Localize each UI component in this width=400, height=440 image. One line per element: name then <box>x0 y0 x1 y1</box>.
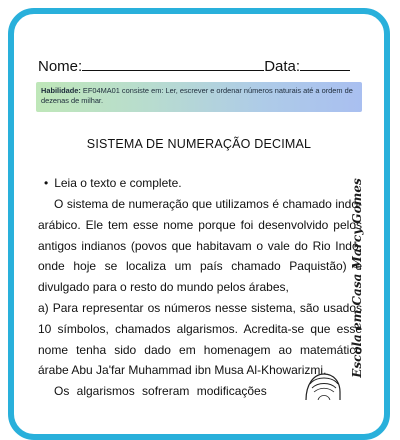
paragraph-a: a) Para representar os números nesse sistema, são usados 10 símbolos, chamados algarismos. Acredita-se que esse nome tenha sido dado em homenagem ao matemático árabe Abu Ja'far Muhammad ibn Musa Al-Khowarizmi. <box>38 300 362 378</box>
name-blank[interactable] <box>82 56 264 71</box>
date-label: Data: <box>264 58 301 75</box>
skill-box <box>36 82 362 112</box>
document-title: SISTEMA DE NUMERAÇÃO DECIMAL <box>86 137 312 151</box>
paragraph-origin: O sistema de numeração que utilizamos é chamado indo-arábico. Ele tem esse nome porque foi desenvolvido pelos antigos indianos (povos que habitavam o vale do Rio Indo, onde hoje se localiza um país chamado Paquistão) e divulgado para o resto do mundo pelos árabes, <box>38 197 362 295</box>
side-credit <box>346 178 368 378</box>
skill-text: EF04MA01 consiste em: Ler, escrever e ordenar números naturais até a ordem de dezenas de milhar. <box>41 86 353 105</box>
body-text <box>38 194 362 381</box>
name-date-line <box>38 56 358 75</box>
mathematician-portrait-illustration <box>298 370 346 400</box>
instruction <box>44 176 182 190</box>
bullet-dot-icon: • <box>44 176 49 190</box>
name-label: Nome: <box>38 58 83 75</box>
paragraph-continued: Os algarismos sofreram modificações <box>54 384 267 398</box>
instruction-text: Leia o texto e complete. <box>54 176 182 190</box>
skill-label: Habilidade: <box>41 86 81 95</box>
date-blank[interactable] <box>300 56 350 71</box>
side-credit-text: Escola em Casa Marcy Gomes <box>350 178 364 378</box>
